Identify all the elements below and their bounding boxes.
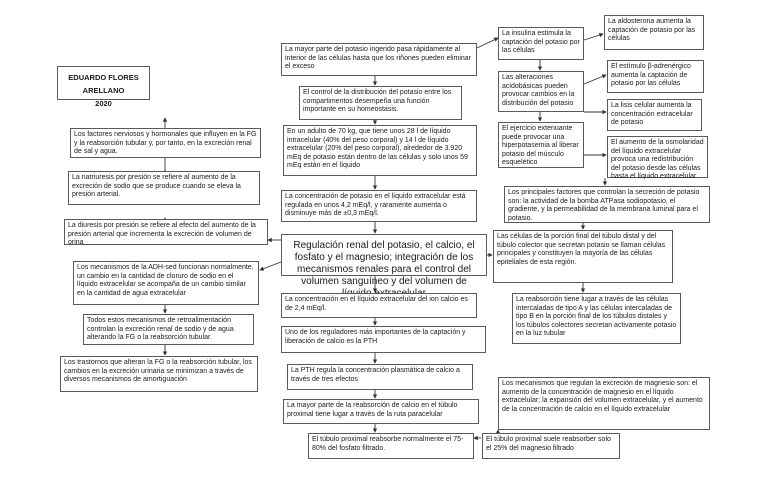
author-name: EDUARDO FLORES ARELLANO: [68, 73, 139, 95]
node-ion-calcio: La concentración en el líquido extracelular del ion calcio es de 2,4 mEq/l.: [281, 293, 477, 318]
author-card: [57, 66, 150, 108]
node-ejercicio: El ejercicio extenuante puede provocar una hiperpotasemia al liberar potasio del músculo esquelético: [498, 122, 584, 168]
node-fosfato: El túbulo proximal reabsorbe normalmente el 75-80% del fosfato filtrado.: [308, 433, 474, 459]
node-insulina: La insulina estimula la captación del potasio por las células: [498, 27, 584, 60]
node-reabsorcion-calcio: La mayor parte de la reabsorción de calcio en el túbulo proximal tiene lugar a través de la ruta paracelular: [283, 399, 479, 424]
node-celulas-intercaladas: La reabsorción tiene lugar a través de las células intercaladas de tipo A y las células intercaladas de tipo B en la porción final de los túbulos distales y los túbulos colectores secretan activamente potasio en la luz tubular: [512, 293, 681, 344]
node-beta-adrenergico: El estímulo β-adrenérgico aumenta la captación de potasio por las células: [607, 60, 704, 93]
node-factores-nerviosos: Los factores nerviosos y hormonales que influyen en la FG y la reabsorción tubular y, por tanto, en la excreción renal de sal y agua.: [70, 128, 261, 158]
node-adulto-70kg: En un adulto de 70 kg, que tiene unos 28 l de líquido intracelular (40% del peso corporal) y 14 l de líquido extracelular (20% del peso corporal), alrededor de 3.920 mEq de potasio están dentro de las células y solo unos 59 mEq están en el líquido: [283, 125, 477, 176]
node-magnesio-tubulo: El túbulo proximal suele reabsorber solo el 25% del magnesio filtrado: [482, 433, 620, 459]
node-natriuresis: La natriuresis por presión se refiere al aumento de la excreción de sodio que se produce cuando se eleva la presión arterial.: [68, 171, 260, 205]
node-magnesio-mecanismos: Los mecanismos que regulan la excreción de magnesio son: el aumento de la concentración de magnesio en el líquido extracelular; la expansión del volumen extracelular, y el aumento de la concentración de calcio en el líquido extracelular: [498, 377, 710, 430]
node-lisis-celular: La lisis celular aumenta la concentración extracelular de potasio: [607, 99, 702, 131]
node-control-distribucion: El control de la distribución del potasio entre los compartimentos desempeña una función importante en su homeostasis.: [299, 86, 462, 120]
node-osmolaridad: El aumento de la osmolaridad del líquido extracelular provoca una redistribución del potasio desde las células hasta el líquido extracelular: [607, 136, 708, 178]
node-aldosterona: La aldosterona aumenta la captación de potasio por las células: [604, 15, 704, 50]
node-retroalimentacion: Todos estos mecanismos de retroalimentación controlan la excreción renal de sodio y de agua alterando la FG o la reabsorción tubular.: [83, 314, 254, 345]
node-diuresis: La diuresis por presión se refiere al efecto del aumento de la presión arterial que incrementa la excreción de volumen de orina: [64, 219, 268, 245]
author-year: 2020: [95, 99, 112, 108]
node-pth-efectos: La PTH regula la concentración plasmática de calcio a través de tres efectos: [287, 364, 473, 390]
node-factores-secrecion: Los principales factores que controlan la secreción de potasio son: la actividad de la bomba ATPasa sodiopotasio, el gradiente, y la permeabilidad de la membrana luminal para el potasio.: [504, 186, 710, 223]
node-acidobasicas: Las alteraciones acidobásicas pueden provocar cambios en la distribución del potasio: [498, 71, 584, 112]
node-potasio-ingerido: La mayor parte del potasio ingerido pasa rápidamente al interior de las células hasta que los riñones pueden eliminar el exceso: [281, 43, 477, 76]
node-concentracion-potasio: La concentración de potasio en el líquido extracelular está regulada en unos 4,2 mEq/l, y raramente aumenta o disminuye más de ±0,3 mEq/l.: [281, 190, 477, 222]
node-trastornos: Los trastornos que alteran la FG o la reabsorción tubular, los cambios en la excreción urinaria se minimizan a través de diversos mecanismos de amortiguación: [60, 356, 258, 392]
central-topic: Regulación renal del potasio, el calcio, el fosfato y el magnesio; integración de los mecanismos renales para el control del volumen sanguíneo y del volumen de: [281, 234, 487, 276]
node-celulas-principales: Las células de la porción final del túbulo distal y del túbulo colector que secretan potasio se llaman células principales y constituyen la mayoría de las células epiteliales de esta región.: [493, 230, 673, 283]
node-reguladores-pth: Uno de los reguladores más importantes de la captación y liberación de calcio es la PTH: [281, 326, 486, 353]
node-adh-sed: Los mecanismos de la ADH-sed funcionan normalmente, un cambio en la cantidad de cloruro de sodio en el líquido extracelular se acompaña de un cambio similar en la cantidad de agua extracelular: [73, 261, 259, 305]
